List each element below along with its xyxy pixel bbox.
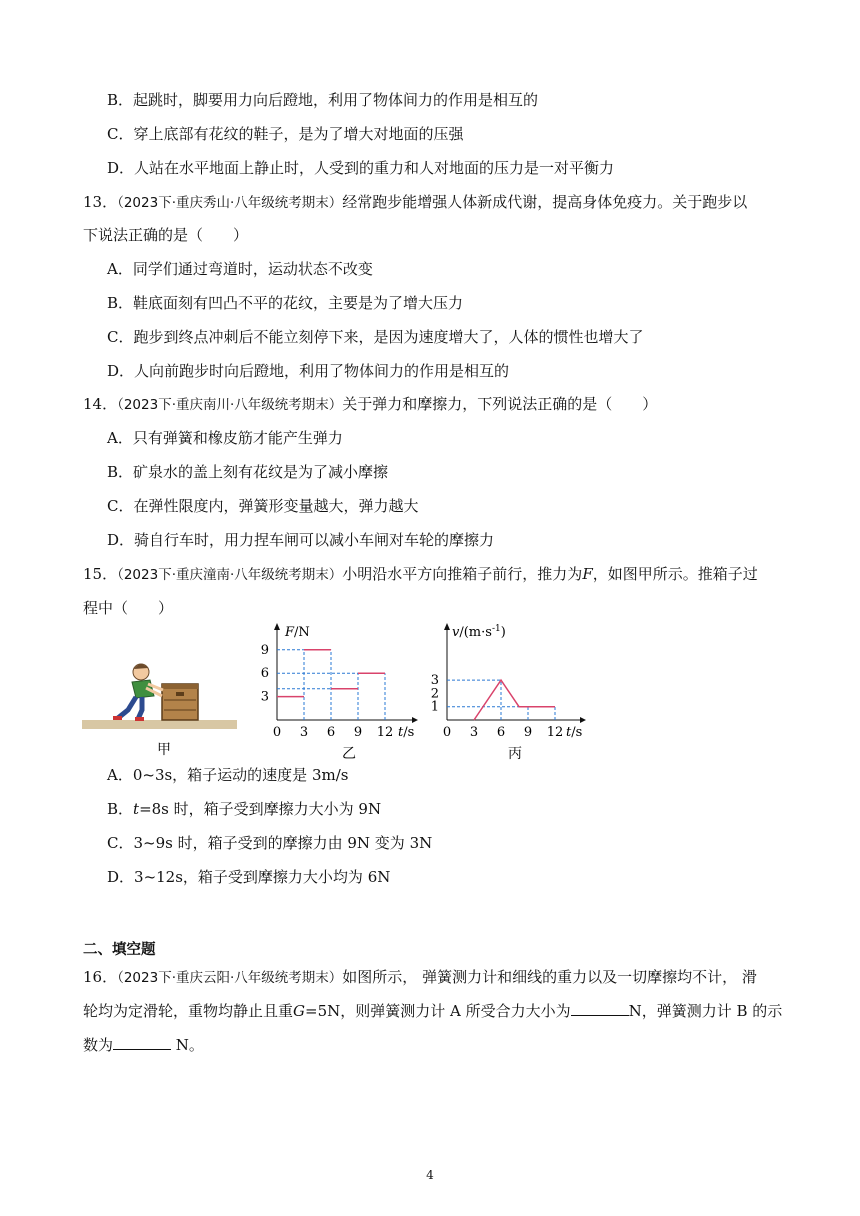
x-tick-label: 9	[353, 725, 363, 740]
q15-stem-text-b: ，如图甲所示。推箱子过	[592, 565, 758, 583]
y-axis-label: F/N	[285, 625, 310, 640]
q16-stem-line3	[83, 1035, 204, 1055]
q16-stem	[83, 967, 757, 988]
q13-number: 13．	[83, 193, 118, 211]
q15-option-c: C．3~9s 时，箱子受到的摩擦力由 9N 变为 3N	[107, 834, 433, 852]
velocity-line	[474, 680, 555, 720]
q13-stem	[83, 192, 747, 213]
q12-option-d: D．人站在水平地面上静止时，人受到的重力和人对地面的压力是一对平衡力	[107, 159, 615, 177]
x-tick-label: 12	[376, 725, 394, 740]
x-tick-label: 3	[469, 725, 479, 740]
label-jia: 甲	[157, 742, 171, 758]
answer-blank-1[interactable]	[571, 1001, 629, 1016]
q12-option-c: C．穿上底部有花纹的鞋子，是为了增大对地面的压强	[107, 125, 464, 143]
q16-stem-line2	[83, 1001, 782, 1021]
x-tick-label: 9	[523, 725, 533, 740]
x-tick-label: 12	[546, 725, 564, 740]
q14-stem	[83, 394, 657, 415]
q14-option-b: B．矿泉水的盖上刻有花纹是为了减小摩擦	[107, 463, 389, 481]
q16-var-g: G	[293, 1002, 305, 1020]
q13-option-d: D．人向前跑步时向后蹬地，利用了物体间力的作用是相互的	[107, 362, 510, 380]
ground	[82, 720, 237, 729]
y-axis-arrow	[274, 623, 280, 630]
q15-option-d: D．3~12s，箱子受到摩擦力大小均为 6N	[107, 868, 391, 886]
x-axis-arrow	[412, 717, 418, 723]
q15-var-f: F	[582, 565, 593, 583]
boy-pushing-icon	[113, 664, 163, 721]
y-tick-label: 1	[430, 699, 439, 715]
q14-stem-text: 关于弹力和摩擦力，下列说法正确的是（ ）	[342, 395, 658, 413]
section-title: 二、填空题	[83, 942, 156, 958]
y-tick-label: 6	[260, 666, 269, 682]
q13-stem-line2: 下说法正确的是（ ）	[83, 226, 249, 244]
q12-option-b: B．起跳时，脚要用力向后蹬地，利用了物体间力的作用是相互的	[107, 91, 539, 109]
q14-source: （2023下·重庆南川·八年级统考期末）	[117, 397, 343, 413]
q13-option-b: B．鞋底面刻有凹凸不平的花纹，主要是为了增大压力	[107, 294, 464, 312]
q15-option-a: A．0~3s，箱子运动的速度是 3m/s	[107, 766, 349, 784]
q13-source: （2023下·重庆秀山·八年级统考期末）	[117, 195, 343, 211]
x-tick-label: 0	[442, 725, 452, 740]
y-axis-label: $v/(m\cdot s^{-1})$	[452, 624, 506, 640]
q15-stem	[83, 564, 758, 585]
answer-blank-2[interactable]	[113, 1035, 171, 1050]
y-axis-arrow	[444, 623, 450, 630]
chart-v-t	[420, 620, 600, 770]
q15-option-b-text: =8s 时，箱子受到摩擦力大小为 9N	[139, 800, 382, 818]
q15-source: （2023下·重庆潼南·八年级统考期末）	[117, 567, 343, 583]
x-tick-label: 6	[326, 725, 336, 740]
y-tick-label: 2	[430, 686, 439, 702]
figure-jia	[80, 642, 240, 762]
chart-f-t	[252, 620, 422, 770]
x-tick-label: 6	[496, 725, 506, 740]
q16-text-d: 数为	[83, 1036, 114, 1054]
q15-number: 15．	[83, 565, 118, 583]
q15-stem-line2: 程中（ ）	[83, 599, 174, 617]
q15-option-b-prefix: B．	[107, 800, 134, 818]
q13-option-c: C．跑步到终点冲刺后不能立刻停下来，是因为速度增大了，人体的惯性也增大了	[107, 328, 644, 346]
y-tick-label: 3	[430, 673, 439, 689]
x-tick-label: 3	[299, 725, 309, 740]
q15-stem-text-a: 小明沿水平方向推箱子前行，推力为	[342, 565, 583, 583]
page-number: 4	[426, 1168, 434, 1182]
q15-option-b-var: t	[133, 800, 140, 818]
x-tick-label: 0	[272, 725, 282, 740]
q15-option-b	[107, 799, 381, 819]
q16-text-a: 轮均为定滑轮，重物均静止且重	[83, 1002, 294, 1020]
q13-option-a: A．同学们通过弯道时，运动状态不改变	[107, 260, 373, 278]
box-icon	[162, 684, 198, 720]
q14-option-a: A．只有弹簧和橡皮筋才能产生弹力	[107, 429, 343, 447]
y-tick-label: 3	[260, 689, 269, 705]
q16-number: 16．	[83, 968, 118, 986]
q14-number: 14．	[83, 395, 118, 413]
q16-source: （2023下·重庆云阳·八年级统考期末）	[117, 970, 343, 986]
q16-text-b: =5N，则弹簧测力计 A 所受合力大小为	[305, 1002, 571, 1020]
q14-option-c: C．在弹性限度内，弹簧形变量越大，弹力越大	[107, 497, 419, 515]
q14-option-d: D．骑自行车时，用力捏车闸可以减小车闸对车轮的摩擦力	[107, 531, 495, 549]
x-axis-label: t/s	[566, 725, 583, 740]
x-axis-arrow	[580, 717, 586, 723]
q16-text-c: N，弹簧测力计 B 的示	[628, 1002, 783, 1020]
x-axis-label: t/s	[398, 725, 415, 740]
label-bing: 丙	[508, 746, 522, 762]
label-yi: 乙	[342, 746, 356, 762]
q16-stem-text: 如图所示， 弹簧测力计和细线的重力以及一切摩擦均不计， 滑	[342, 968, 757, 986]
q16-text-e: N。	[171, 1036, 204, 1054]
y-tick-label: 9	[260, 642, 269, 658]
q13-stem-text: 经常跑步能增强人体新成代谢，提高身体免疫力。关于跑步以	[342, 193, 748, 211]
